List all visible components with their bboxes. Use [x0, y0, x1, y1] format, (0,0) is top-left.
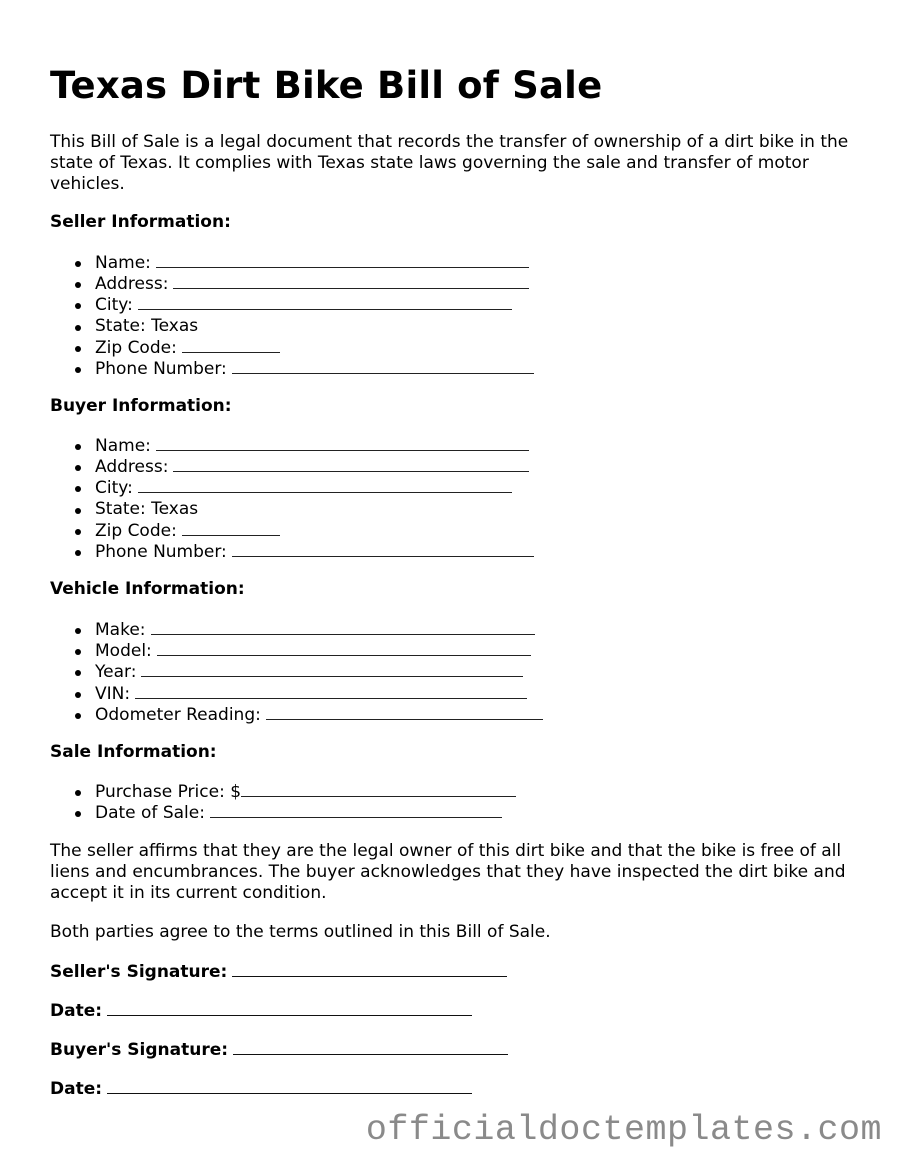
sale-section-heading: Sale Information: — [50, 742, 217, 762]
vehicle-make-blank[interactable] — [151, 619, 535, 635]
seller-state-field: State: Texas — [50, 316, 534, 337]
vehicle-odometer-field: Odometer Reading: — [50, 704, 543, 725]
seller-fields-list — [50, 252, 534, 379]
buyer-signature-blank[interactable] — [233, 1039, 508, 1055]
seller-signature-blank[interactable] — [232, 961, 507, 977]
seller-section-heading: Seller Information: — [50, 212, 231, 232]
seller-phone-field: Phone Number: — [50, 358, 534, 379]
buyer-zip-field: Zip Code: — [50, 520, 534, 541]
seller-phone-blank[interactable] — [232, 358, 534, 374]
seller-city-field: City: — [50, 294, 534, 315]
buyer-zip-blank[interactable] — [182, 520, 280, 536]
vehicle-section-heading: Vehicle Information: — [50, 579, 245, 599]
buyer-phone-field: Phone Number: — [50, 541, 534, 562]
buyer-address-blank[interactable] — [173, 456, 529, 472]
date-of-sale-field: Date of Sale: — [50, 802, 516, 823]
vehicle-odometer-blank[interactable] — [266, 704, 543, 720]
purchase-price-blank[interactable] — [241, 781, 516, 797]
vehicle-vin-blank[interactable] — [135, 683, 527, 699]
vehicle-model-field: Model: — [50, 640, 543, 661]
buyer-city-blank[interactable] — [138, 477, 512, 493]
seller-date-blank[interactable] — [107, 1000, 472, 1016]
seller-zip-blank[interactable] — [182, 337, 280, 353]
vehicle-make-field: Make: — [50, 619, 543, 640]
vehicle-year-field: Year: — [50, 661, 543, 682]
seller-zip-field: Zip Code: — [50, 337, 534, 358]
document-title: Texas Dirt Bike Bill of Sale — [50, 64, 603, 107]
vehicle-fields-list — [50, 619, 543, 725]
vehicle-vin-field: VIN: — [50, 683, 543, 704]
buyer-name-field: Name: — [50, 435, 534, 456]
purchase-price-field: Purchase Price: $ — [50, 781, 516, 802]
buyer-date-line: Date: — [50, 1078, 472, 1099]
seller-name-field: Name: — [50, 252, 534, 273]
agreement-paragraph: Both parties agree to the terms outlined in this Bill of Sale. — [50, 922, 551, 942]
buyer-fields-list — [50, 435, 534, 562]
buyer-signature-line: Buyer's Signature: — [50, 1039, 508, 1060]
seller-address-blank[interactable] — [173, 273, 529, 289]
date-of-sale-blank[interactable] — [210, 802, 502, 818]
seller-signature-line: Seller's Signature: — [50, 961, 507, 982]
affirmation-paragraph: The seller affirms that they are the legal owner of this dirt bike and that the bike is free of all liens and encumbrances. The buyer acknowledges that they have inspected the dirt bike and accept it in its current condition. — [50, 841, 846, 903]
seller-name-blank[interactable] — [156, 252, 529, 268]
buyer-address-field: Address: — [50, 456, 534, 477]
watermark-text: officialdoctemplates.com — [365, 1110, 882, 1150]
seller-address-field: Address: — [50, 273, 534, 294]
intro-paragraph: This Bill of Sale is a legal document that records the transfer of ownership of a dirt bike in the state of Texas. It complies with Texas state laws governing the sale and transfer of motor vehicles. — [50, 132, 849, 194]
buyer-state-field: State: Texas — [50, 499, 534, 520]
seller-date-line: Date: — [50, 1000, 472, 1021]
vehicle-year-blank[interactable] — [141, 661, 523, 677]
vehicle-model-blank[interactable] — [157, 640, 531, 656]
buyer-date-blank[interactable] — [107, 1078, 472, 1094]
buyer-section-heading: Buyer Information: — [50, 396, 232, 416]
seller-city-blank[interactable] — [138, 294, 512, 310]
buyer-name-blank[interactable] — [156, 435, 529, 451]
buyer-phone-blank[interactable] — [232, 541, 534, 557]
sale-fields-list — [50, 781, 516, 823]
buyer-city-field: City: — [50, 477, 534, 498]
